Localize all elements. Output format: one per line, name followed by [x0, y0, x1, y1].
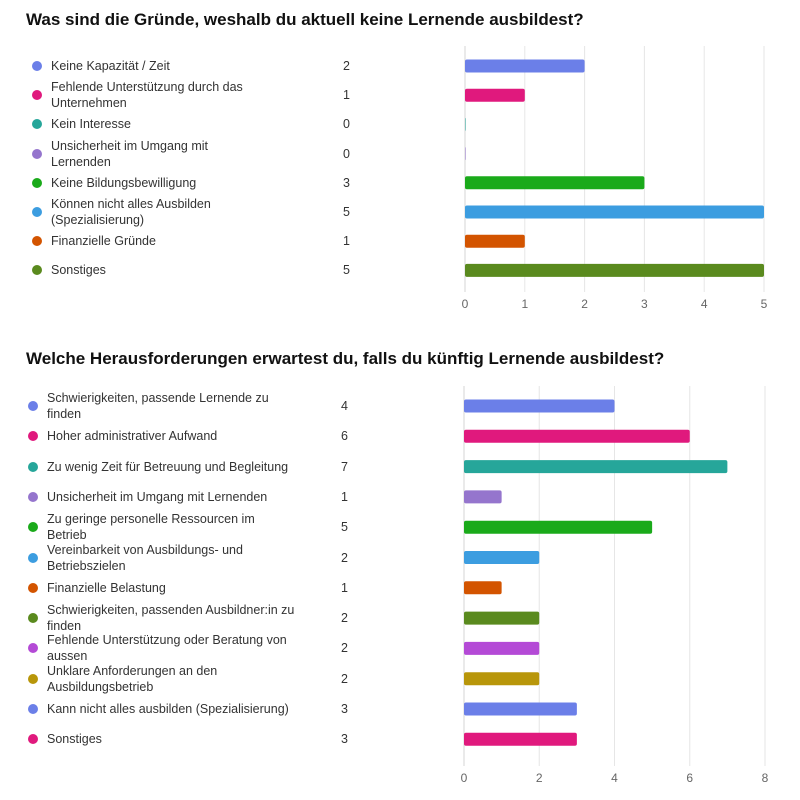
bar: [465, 89, 525, 102]
category-count: 1: [341, 580, 348, 595]
bar-chart: [0, 340, 800, 800]
category-count: 5: [343, 205, 350, 219]
category-count: 3: [341, 702, 348, 716]
category-label: Können nicht alles Ausbilden (Spezialisierung): [51, 197, 211, 227]
bar: [464, 551, 539, 564]
category-count: 2: [341, 550, 348, 565]
x-tick-label: 3: [641, 297, 648, 311]
bar: [464, 430, 690, 443]
x-tick-label: 8: [761, 771, 769, 785]
x-tick-label: 2: [535, 771, 543, 785]
category-label: Unsicherheit im Umgang mit Lernenden: [51, 138, 208, 169]
category-label: Sonstiges: [51, 263, 106, 278]
x-tick-label: 1: [521, 297, 529, 311]
bar-chart: [0, 0, 800, 330]
bar: [465, 206, 764, 219]
chart-section-reasons: [0, 0, 800, 330]
category-count: 6: [341, 429, 348, 444]
category-count: 2: [343, 59, 350, 73]
category-label: Fehlende Unterstützung oder Beratung von aussen: [47, 633, 287, 664]
category-label: Unsicherheit im Umgang mit Lernenden: [47, 489, 268, 504]
category-count: 4: [341, 399, 348, 413]
category-label: Finanzielle Belastung: [47, 580, 166, 595]
x-tick-label: 0: [460, 771, 468, 785]
bar: [464, 581, 502, 594]
bar: [465, 118, 466, 131]
bar: [465, 176, 644, 189]
bar: [464, 400, 615, 413]
category-label: Unklare Anforderungen an den Ausbildungsbetrieb: [47, 663, 218, 694]
category-label: Sonstiges: [47, 732, 102, 747]
category-label: Zu wenig Zeit für Betreuung und Begleitung: [47, 459, 289, 474]
category-label: Hoher administrativer Aufwand: [47, 429, 218, 444]
category-label: Kann nicht alles ausbilden (Spezialisierung): [47, 702, 289, 716]
category-count: 5: [343, 263, 350, 278]
category-count: 2: [341, 671, 348, 686]
chart-section-challenges: [0, 340, 800, 800]
x-tick-label: 5: [760, 297, 768, 311]
x-tick-label: 4: [700, 297, 708, 311]
bar: [465, 60, 585, 73]
bar: [464, 672, 539, 685]
bar: [464, 703, 577, 716]
bar: [465, 147, 466, 160]
chart-title: Was sind die Gründe, weshalb du aktuell keine Lernende ausbildest?: [26, 10, 584, 29]
category-label: Finanzielle Gründe: [51, 234, 156, 249]
category-count: 1: [343, 88, 350, 103]
category-label: Schwierigkeiten, passende Lernende zu finden: [47, 391, 269, 421]
x-tick-label: 2: [581, 297, 588, 311]
category-label: Zu geringe personelle Ressourcen im Betrieb: [47, 512, 255, 543]
category-count: 0: [343, 146, 350, 161]
category-label: Keine Kapazität / Zeit: [51, 59, 170, 73]
x-tick-label: 6: [686, 771, 694, 785]
category-count: 3: [343, 175, 350, 190]
category-count: 5: [341, 520, 348, 535]
x-tick-label: 4: [611, 771, 618, 785]
bar: [464, 521, 652, 534]
bar: [464, 733, 577, 746]
category-count: 1: [341, 489, 348, 504]
bar: [465, 264, 764, 277]
category-label: Fehlende Unterstützung durch das Unternehmen: [51, 80, 243, 111]
category-label: Vereinbarkeit von Ausbildungs- und Betriebszielen: [47, 542, 243, 573]
bar: [464, 612, 539, 625]
category-label: Kein Interesse: [51, 117, 131, 132]
bar: [464, 460, 727, 473]
bar: [464, 642, 539, 655]
category-label: Schwierigkeiten, passenden Ausbildner:in zu finden: [47, 603, 295, 634]
category-count: 3: [341, 732, 348, 747]
category-count: 7: [341, 459, 348, 474]
category-count: 2: [341, 641, 348, 656]
chart-title: Welche Herausforderungen erwartest du, falls du künftig Lernende ausbildest?: [26, 349, 665, 368]
category-count: 2: [341, 611, 348, 626]
category-label: Keine Bildungsbewilligung: [51, 175, 197, 190]
bar: [465, 235, 525, 248]
bar: [464, 490, 502, 503]
category-count: 0: [343, 117, 350, 132]
category-count: 1: [343, 234, 350, 249]
x-tick-label: 0: [461, 297, 469, 311]
